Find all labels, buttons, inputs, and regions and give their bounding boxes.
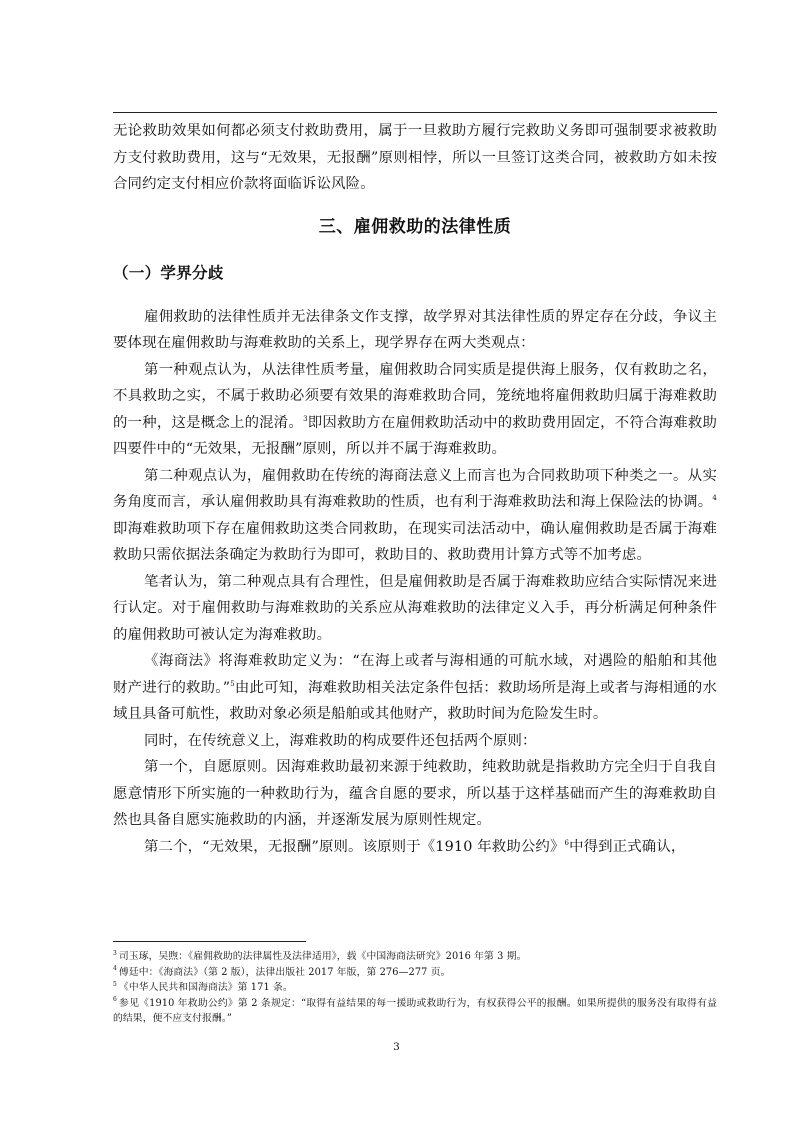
paragraph-1: 雇佣救助的法律性质并无法律条文作支撑，故学界对其法律性质的界定存在分歧，争议主要体现在雇佣救助与海难救助的关系上，现学界存在两大类观点：	[113, 308, 717, 351]
paragraph-7: 第一个，自愿原则。因海难救助最初来源于纯救助，纯救助就是指救助方完全归于自我自愿意情形下所实施的一种救助行为，蕴含自愿的要求，所以基于这样基础而产生的海难救助自然也具备自愿实施救助的内涵，并逐渐发展为原则性规定。	[113, 759, 717, 828]
paragraph-5-part-b: 由此可知，海难救助相关法定条件包括：救助场所是海上或者与海相通的水域且具备可航性，救助对象必须是船舶或其他财产，救助时间为危险发生时。	[113, 679, 717, 722]
footnote-mark: 3	[113, 949, 117, 957]
paragraph-3-part-b: 即海难救助项下存在雇佣救助这类合同救助，在现实司法活动中，确认雇佣救助是否属于海难救助只需依据法条确定为救助行为即可，救助目的、救助费用计算方式等不加考虑。	[113, 520, 717, 563]
footnote-text: 《中华人民共和国海商法》第 171 条。	[118, 982, 293, 993]
page-number: 3	[393, 1041, 400, 1053]
footnote-mark: 6	[113, 996, 117, 1004]
carryover-paragraph: 无论救助效果如何都必须支付救助费用，属于一旦救助方履行完救助义务即可强制要求被救助方支付救助费用，这与“无效果，无报酬”原则相悖，所以一旦签订这类合同，被救助方如未按合同约定支付相应价款将面临诉讼风险。	[113, 123, 717, 192]
paragraph-6: 同时，在传统意义上，海难救助的构成要件还包括两个原则：	[144, 732, 537, 749]
footnote-ref-6[interactable]: 6	[564, 838, 570, 847]
paragraph-3	[113, 463, 717, 569]
footnote-separator	[113, 941, 306, 942]
footnote-ref-4[interactable]: 4	[712, 494, 717, 503]
footnote-6	[113, 996, 717, 1027]
footnote-4	[113, 965, 717, 981]
footnote-ref-5[interactable]: 5	[230, 679, 235, 688]
footnote-text: 参见《1910 年救助公约》第 2 条规定：“取得有益结果的每一援助或救助行为，有权获得公平的报酬。如果所提供的服务没有取得有益的结果，便不应支付报酬。”	[113, 997, 717, 1024]
paragraph-8-part-a: 第二个，“无效果，无报酬”原则。该原则于《1910 年救助公约》	[144, 838, 565, 855]
footnote-5	[113, 980, 717, 996]
paragraph-2-part-b: 即因救助方在雇佣救助活动中的救助费用固定，不符合海难救助四要件中的“无效果，无报酬”原则，所以并不属于海难救助。	[113, 414, 718, 457]
footnote-mark: 5	[113, 980, 117, 988]
footnote-3	[113, 949, 717, 965]
footnote-text: 傅廷中：《海商法》（第 2 版），法律出版社 2017 年版，第 276—277 页。	[118, 966, 451, 978]
paragraph-8-part-b: 中得到正式确认，	[569, 838, 686, 855]
paragraph-3-part-a: 第二种观点认为，雇佣救助在传统的海商法意义上而言也为合同救助项下种类之一。从实务角度而言，承认雇佣救助具有海难救助的性质，也有利于海难救助法和海上保险法的协调。	[113, 467, 717, 510]
subsection-heading: （一）学界分歧	[113, 263, 224, 282]
header-rule	[113, 112, 717, 113]
footnote-ref-3[interactable]: 3	[303, 414, 308, 423]
paragraph-4: 笔者认为，第二种观点具有合理性，但是雇佣救助是否属于海难救助应结合实际情况来进行认定。对于雇佣救助与海难救助的关系应从海难救助的法律定义入手，再分析满足何种条件的雇佣救助可被认定为海难救助。	[113, 573, 717, 643]
footnote-mark: 4	[113, 965, 117, 973]
paragraph-2-part-a: 第一种观点认为，从法律性质考量，雇佣救助合同实质是提供海上服务，仅有救助之名，不具救助之实，不属于救助必须要有效果的海难救助合同，笼统地将雇佣救助归属于海难救助的一种，这是概念上的混淆。	[113, 361, 717, 431]
footnote-text: 司玉琢，吴煦：《雇佣救助的法律属性及法律适用》，载《中国海商法研究》2016 年第 3 期。	[118, 951, 527, 962]
paragraph-5-part-a: 《海商法》将海难救助定义为：“在海上或者与海相通的可航水域，对遇险的船舶和其他财产进行的救助。”	[113, 653, 717, 696]
body-content	[113, 118, 717, 860]
paragraph-8	[113, 834, 717, 861]
section-heading: 三、雇佣救助的法律性质	[318, 216, 512, 237]
footnotes	[113, 949, 717, 1027]
paragraph-5	[113, 648, 717, 728]
paragraph-2	[113, 357, 717, 463]
